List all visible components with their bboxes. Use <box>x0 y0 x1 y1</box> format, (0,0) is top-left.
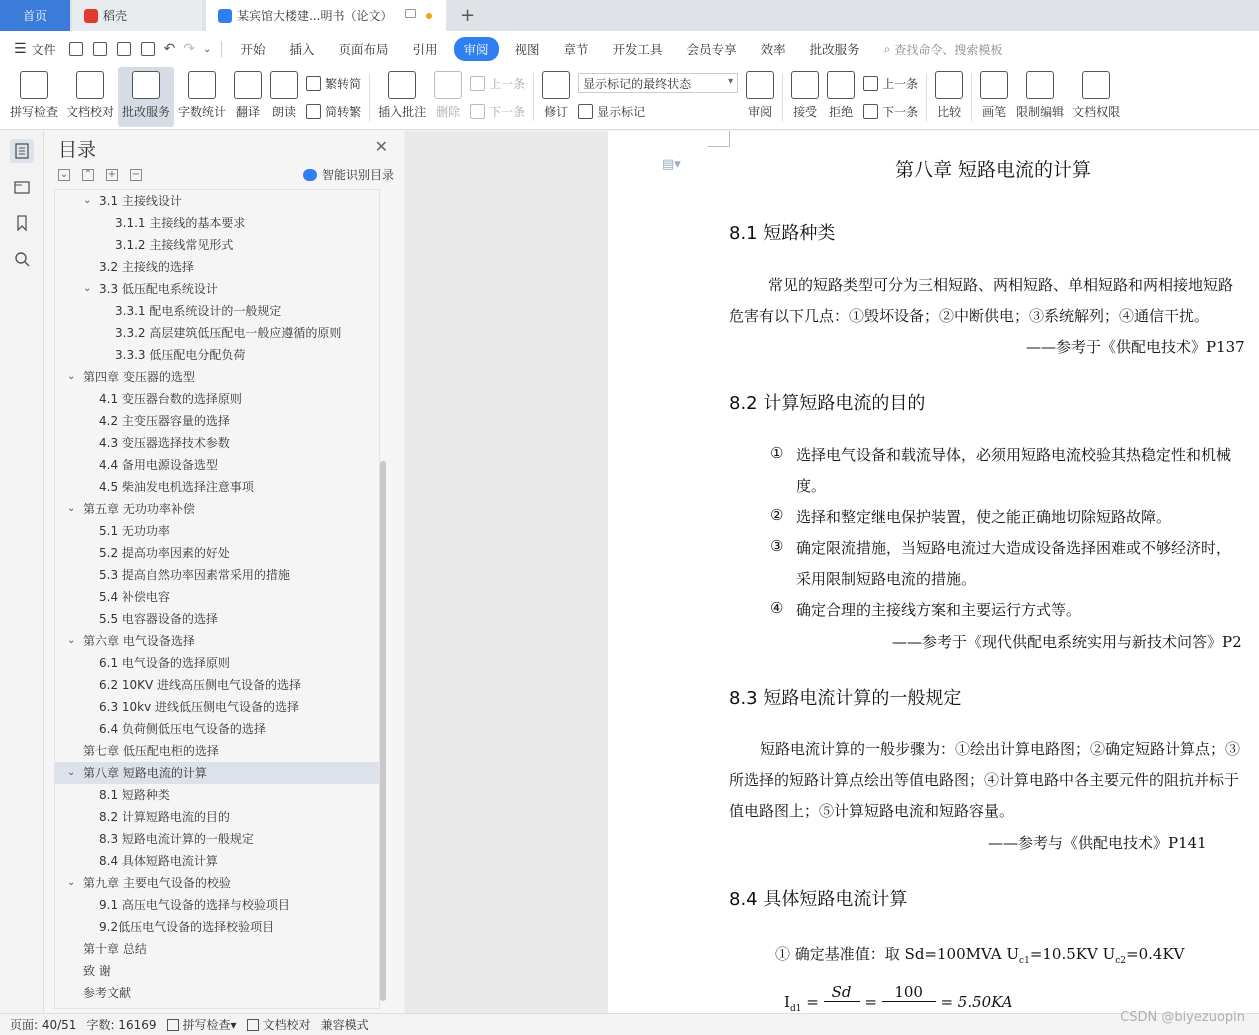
list-number: ③ <box>770 537 784 555</box>
toc-item[interactable] <box>55 256 379 278</box>
toc-item[interactable] <box>55 740 379 762</box>
compare-icon <box>935 71 963 99</box>
toc-item-label: 8.2 计算短路电流的目的 <box>99 810 230 824</box>
toc-item-label: 第五章 无功功率补偿 <box>83 502 195 516</box>
translate-button[interactable] <box>230 67 266 127</box>
document-permission-label: 文档权限 <box>1072 105 1121 119</box>
menu-correction[interactable]: 批改服务 <box>809 42 860 57</box>
menu-view[interactable]: 视图 <box>514 42 540 57</box>
toc-item-label: 9.2低压电气设备的选择校验项目 <box>99 920 275 934</box>
list-item-text: 度。 <box>796 477 827 495</box>
toc-item[interactable] <box>55 388 379 410</box>
document-permission-icon <box>1082 71 1110 99</box>
toc-item[interactable] <box>55 850 379 872</box>
compare-button[interactable] <box>931 67 967 127</box>
watermark: CSDN @biyezuopin <box>1120 1010 1245 1025</box>
tab-daoke[interactable] <box>72 0 202 31</box>
search-icon[interactable] <box>10 247 34 271</box>
toc-item-label: 第十章 总结 <box>83 942 147 956</box>
toc-item[interactable] <box>55 410 379 432</box>
toc-item-label: 6.1 电气设备的选择原则 <box>99 656 230 670</box>
track-changes-icon <box>542 71 570 99</box>
file-menu-label: 文件 <box>31 42 56 57</box>
export-pdf-icon[interactable] <box>93 42 107 56</box>
toc-item-label: 5.4 补偿电容 <box>99 590 170 604</box>
toc-item-label: 3.3.3 低压配电分配负荷 <box>115 348 246 362</box>
translate-label: 翻译 <box>236 105 261 119</box>
status-spell-check[interactable]: 拼写检查 ▾ <box>167 1016 237 1033</box>
prev-comment-label: 上一条 <box>489 76 526 91</box>
list-item-text: 采用限制短路电流的措施。 <box>796 570 977 588</box>
spell-check-label: 拼写检查 <box>10 105 59 119</box>
page-corner-mark <box>708 131 730 147</box>
toc-item[interactable] <box>55 564 379 586</box>
accept-button[interactable] <box>787 67 823 127</box>
toc-item-label: 3.1.1 主接线的基本要求 <box>115 216 246 230</box>
proofread-icon <box>76 71 104 99</box>
insert-comment-label: 插入批注 <box>378 105 427 119</box>
status-bar <box>0 1013 1259 1035</box>
pen-label: 画笔 <box>982 105 1007 119</box>
smart-toc-label: 智能识别目录 <box>321 168 394 182</box>
command-search-placeholder: 查找命令、搜索模板 <box>894 42 1003 57</box>
show-markup-button[interactable] <box>578 101 738 121</box>
review-pane-button[interactable] <box>742 67 778 127</box>
prev-comment-button[interactable] <box>470 73 525 93</box>
reject-label: 拒绝 <box>829 105 854 119</box>
list-number: ④ <box>770 599 784 617</box>
tab-document-label: 某宾馆大楼建...明书（论文） <box>237 9 393 23</box>
next-change-button[interactable] <box>863 101 918 121</box>
toc-item[interactable] <box>55 432 379 454</box>
toc-item-label: 3.1 主接线设计 <box>99 194 182 208</box>
toc-item-label: 4.4 备用电源设备选型 <box>99 458 218 472</box>
menu-bar <box>0 31 1259 67</box>
menu-layout[interactable]: 页面布局 <box>338 42 389 57</box>
base-value-line <box>775 943 1184 966</box>
toc-item[interactable] <box>55 278 379 300</box>
toc-item[interactable] <box>55 542 379 564</box>
quick-access-more-icon[interactable]: ⌄ <box>203 43 212 55</box>
simplified-to-traditional-label: 简转繁 <box>325 104 362 119</box>
toc-item-label: 第八章 短路电流的计算 <box>83 766 207 780</box>
paragraph-text: 所选择的短路计算点绘出等值电路图；④计算电路中各主要元件的阻抗并标于 <box>729 771 1240 789</box>
reject-button[interactable] <box>823 67 859 127</box>
command-search[interactable] <box>884 41 1003 58</box>
toc-item-label: 8.1 短路种类 <box>99 788 170 802</box>
simplified-to-traditional-icon <box>306 104 321 119</box>
toc-item-label: 5.1 无功功率 <box>99 524 170 538</box>
toc-item[interactable] <box>55 696 379 718</box>
close-icon[interactable]: ✕ <box>374 137 388 156</box>
status-proof-label: 文档校对 <box>262 1018 311 1032</box>
next-comment-label: 下一条 <box>489 104 526 119</box>
pen-button[interactable] <box>976 67 1012 127</box>
formula-numerator: 100 <box>882 983 936 1002</box>
toc-list <box>54 189 380 1009</box>
proofread-button[interactable] <box>62 67 118 127</box>
read-aloud-button[interactable] <box>266 67 302 127</box>
tab-bar <box>0 0 1259 31</box>
toc-item[interactable] <box>55 828 379 850</box>
toc-header <box>44 131 404 165</box>
search-icon: ⌕ <box>883 41 891 56</box>
document-page <box>608 131 1259 1013</box>
section-heading-8-4: 8.4 具体短路电流计算 <box>729 889 908 910</box>
save-icon[interactable] <box>69 42 83 56</box>
chevron-down-icon[interactable]: ⌄ <box>67 503 76 514</box>
spell-check-button[interactable] <box>0 67 62 127</box>
toc-item-label: 5.5 电容器设备的选择 <box>99 612 218 626</box>
toc-item[interactable] <box>55 212 379 234</box>
menu-member[interactable]: 会员专享 <box>686 42 737 57</box>
review-ribbon <box>0 67 1259 130</box>
navigation-pane-icon[interactable] <box>10 175 34 199</box>
chevron-down-icon[interactable]: ⌄ <box>67 877 76 888</box>
restrict-edit-button[interactable] <box>1012 67 1068 127</box>
menu-references[interactable]: 引用 <box>412 42 438 57</box>
toc-item[interactable] <box>55 344 379 366</box>
formula-subscript: d1 <box>789 1004 802 1013</box>
page-count[interactable]: 页面: 40/51 <box>10 1018 77 1032</box>
toc-item[interactable] <box>55 586 379 608</box>
ribbon-divider <box>926 73 927 121</box>
tab-home[interactable]: 首页 <box>0 0 70 31</box>
print-preview-icon[interactable] <box>141 42 155 56</box>
toc-item[interactable] <box>55 476 379 498</box>
word-count[interactable]: 字数: 16169 <box>86 1018 157 1032</box>
toc-item-label: 第七章 低压配电柜的选择 <box>83 744 219 758</box>
monitor-icon[interactable] <box>405 9 416 18</box>
toc-item[interactable] <box>55 366 379 388</box>
toc-item[interactable] <box>55 322 379 344</box>
restrict-edit-icon <box>1026 71 1054 99</box>
next-comment-icon <box>470 104 485 119</box>
menu-efficiency[interactable]: 效率 <box>760 42 786 57</box>
review-pane-label: 审阅 <box>748 105 773 119</box>
simplified-to-traditional-button[interactable] <box>306 101 361 121</box>
new-tab-button[interactable]: + <box>460 5 476 26</box>
toc-item-label: 4.3 变压器选择技术参数 <box>99 436 230 450</box>
translate-icon <box>234 71 262 99</box>
insert-comment-icon <box>388 71 416 99</box>
toc-item-label: 4.5 柴油发电机选择注意事项 <box>99 480 254 494</box>
delete-comment-icon <box>434 71 462 99</box>
hamburger-icon: ☰ <box>14 41 27 57</box>
formula: $I_{d1} = Sd = 100 = 5.50KA$ <box>784 983 1013 1013</box>
prev-change-label: 上一条 <box>882 76 919 91</box>
list-item-text: 确定限流措施，当短路电流过大造成设备选择困难或不够经济时， <box>796 539 1232 557</box>
reference-text: ——参考于《供配电技术》P137 <box>1026 338 1245 356</box>
menu-divider <box>221 41 222 57</box>
toc-item-label: 8.4 具体短路电流计算 <box>99 854 218 868</box>
prev-comment-icon <box>470 76 485 91</box>
list-item-text: 确定合理的主接线方案和主要运行方式等。 <box>796 601 1082 619</box>
smart-toc-button[interactable] <box>303 166 394 183</box>
correction-service-button[interactable] <box>118 67 174 127</box>
toc-item[interactable] <box>55 498 379 520</box>
toc-title: 目录 <box>58 138 97 161</box>
accept-label: 接受 <box>793 105 818 119</box>
menu-start[interactable]: 开始 <box>240 42 266 57</box>
traditional-to-simplified-icon <box>306 76 321 91</box>
menu-insert[interactable]: 插入 <box>289 42 315 57</box>
markup-group <box>574 67 742 127</box>
base-value-text: =0.4KV <box>1126 945 1185 963</box>
markup-state-select[interactable]: 显示标记的最终状态 ▾ <box>578 73 738 93</box>
list-number: ② <box>770 506 784 524</box>
file-menu[interactable] <box>0 41 64 58</box>
toc-item[interactable] <box>55 630 379 652</box>
delete-comment-button[interactable] <box>430 67 466 127</box>
paragraph-text: 短路电流计算的一般步骤为：①绘出计算电路图；②确定短路计算点；③ <box>760 740 1241 758</box>
base-value-text: ① 确定基准值：取 Sd=100MVA U <box>775 945 1020 963</box>
toc-toolbar <box>44 165 404 185</box>
left-rail <box>0 131 44 1013</box>
chevron-down-icon[interactable]: ⌄ <box>67 635 76 646</box>
toc-item[interactable] <box>55 784 379 806</box>
paragraph-text: 危害有以下几点：①毁坏设备；②中断供电；③系统解列；④通信干扰。 <box>729 307 1210 325</box>
toc-item-label: 3.3.2 高层建筑低压配电一般应遵循的原则 <box>115 326 342 340</box>
subscript: c1 <box>1019 956 1030 966</box>
status-spell-label: 拼写检查 <box>182 1018 231 1032</box>
toc-item[interactable] <box>55 300 379 322</box>
toc-item-label: 8.3 短路电流计算的一般规定 <box>99 832 254 846</box>
pen-icon <box>980 71 1008 99</box>
toc-item[interactable] <box>55 520 379 542</box>
ai-icon <box>303 169 317 181</box>
read-aloud-icon <box>270 71 298 99</box>
traditional-to-simplified-button[interactable] <box>306 73 361 93</box>
review-pane-icon <box>746 71 774 99</box>
toc-item[interactable] <box>55 234 379 256</box>
show-markup-label: 显示标记 <box>597 104 646 119</box>
toc-item[interactable] <box>55 806 379 828</box>
toc-item[interactable] <box>55 718 379 740</box>
unsaved-dot-icon <box>426 13 432 19</box>
toc-item[interactable] <box>55 674 379 696</box>
toc-item-label: 5.2 提高功率因素的好处 <box>99 546 230 560</box>
word-count-icon <box>188 71 216 99</box>
traditional-to-simplified-label: 繁转简 <box>325 76 362 91</box>
reference-text: ——参考与《供配电技术》P141 <box>988 834 1207 852</box>
ribbon-divider <box>533 73 534 121</box>
toc-item-label: 第四章 变压器的选型 <box>83 370 195 384</box>
track-changes-button[interactable] <box>538 67 574 127</box>
wps-writer-icon <box>218 9 232 23</box>
document-canvas <box>405 131 1259 1013</box>
toc-item[interactable] <box>55 190 379 212</box>
reject-icon <box>827 71 855 99</box>
change-nav-group <box>859 67 922 127</box>
list-item-text: 选择和整定继电保护装置，使之能正确地切除短路故障。 <box>796 508 1172 526</box>
toc-item[interactable] <box>55 916 379 938</box>
add-heading-icon[interactable]: + <box>107 169 117 180</box>
toc-item-label: 9.1 高压电气设备的选择与校验项目 <box>99 898 290 912</box>
next-change-label: 下一条 <box>882 104 919 119</box>
toc-item-label: 3.3 低压配电系统设计 <box>99 282 218 296</box>
section-heading-8-3: 8.3 短路电流计算的一般规定 <box>729 688 962 709</box>
word-count-label: 字数统计 <box>178 105 227 119</box>
toc-item[interactable] <box>55 652 379 674</box>
toc-item-label: 4.2 主变压器容量的选择 <box>99 414 230 428</box>
toc-item[interactable] <box>55 982 379 1004</box>
toc-item[interactable] <box>55 938 379 960</box>
print-icon[interactable] <box>117 42 131 56</box>
read-aloud-label: 朗读 <box>272 105 297 119</box>
next-change-icon <box>863 104 878 119</box>
ribbon-divider <box>782 73 783 121</box>
proofread-status-icon <box>247 1019 259 1031</box>
track-changes-label: 修订 <box>544 105 569 119</box>
correction-service-icon <box>132 71 160 99</box>
toc-panel-icon[interactable] <box>10 139 34 163</box>
document-permission-button[interactable] <box>1068 67 1124 127</box>
paragraph-text: 常见的短路类型可分为三相短路、两相短路、单相短路和两相接地短路 <box>768 276 1234 294</box>
toc-item[interactable] <box>55 960 379 982</box>
section-heading-8-2: 8.2 计算短路电流的目的 <box>729 393 926 414</box>
toc-item-label: 6.4 负荷侧低压电气设备的选择 <box>99 722 266 736</box>
spell-check-icon <box>20 71 48 99</box>
remove-heading-icon[interactable]: − <box>131 169 141 180</box>
toc-item-label: 6.3 10kv 进线低压侧电气设备的选择 <box>99 700 300 714</box>
formula-result: = 5.50KA <box>940 993 1013 1011</box>
ribbon-divider <box>369 73 370 121</box>
base-value-text: =10.5KV U <box>1029 945 1116 963</box>
proofread-label: 文档校对 <box>66 105 115 119</box>
compat-mode: 兼容模式 <box>320 1018 369 1032</box>
toc-item[interactable] <box>55 608 379 630</box>
toc-item[interactable] <box>55 894 379 916</box>
chevron-down-icon[interactable]: ⌄ <box>67 371 76 382</box>
paragraph-text: 值电路图上；⑤计算短路电流和短路容量。 <box>729 802 1015 820</box>
correction-service-label: 批改服务 <box>122 105 171 119</box>
toc-item-label: 4.1 变压器台数的选择原则 <box>99 392 242 406</box>
subscript: c2 <box>1115 956 1127 966</box>
toc-item[interactable] <box>55 454 379 476</box>
list-number: ① <box>770 444 784 462</box>
menu-chapter[interactable]: 章节 <box>563 42 589 57</box>
toc-item-label: 6.2 10KV 进线高压侧电气设备的选择 <box>99 678 302 692</box>
formula-numerator: Sd <box>824 983 860 1002</box>
undo-icon[interactable]: ↶ <box>163 41 176 57</box>
collapse-all-icon[interactable]: ⌄ <box>59 169 69 180</box>
toc-item-label: 参考文献 <box>83 986 132 1000</box>
expand-all-icon[interactable]: ⌃ <box>83 169 93 180</box>
toc-item-label: 3.2 主接线的选择 <box>99 260 194 274</box>
menu-developer[interactable]: 开发工具 <box>612 42 663 57</box>
checkbox-icon <box>167 1019 179 1031</box>
word-count-button[interactable] <box>174 67 230 127</box>
status-proofread[interactable] <box>247 1016 311 1033</box>
toc-item-label: 致 谢 <box>83 964 111 978</box>
menu-review[interactable]: 审阅 <box>454 37 499 61</box>
chevron-down-icon[interactable]: ⌄ <box>67 767 76 778</box>
tab-document[interactable] <box>206 0 446 31</box>
prev-change-button[interactable] <box>863 73 918 93</box>
accept-icon <box>791 71 819 99</box>
comment-nav-group <box>466 67 529 127</box>
section-heading-8-1: 8.1 短路种类 <box>729 223 836 244</box>
delete-comment-label: 删除 <box>436 105 461 119</box>
toc-item[interactable] <box>55 762 379 784</box>
toc-item[interactable] <box>55 872 379 894</box>
chapter-heading: 第八章 短路电流的计算 <box>895 159 1092 181</box>
list-item-text: 选择电气设备和载流导体，必须用短路电流校验其热稳定性和机械 <box>796 446 1232 464</box>
toc-item-label: 3.1.2 主接线常见形式 <box>115 238 234 252</box>
reference-text: ——参考于《现代供配电系统实用与新技术问答》P2 <box>892 633 1242 651</box>
toc-item-label: 3.3.1 配电系统设计的一般规定 <box>115 304 282 318</box>
prev-change-icon <box>863 76 878 91</box>
chevron-down-icon[interactable]: ⌄ <box>83 195 92 206</box>
toc-scrollbar[interactable] <box>380 461 386 1001</box>
bookmark-icon[interactable] <box>10 211 34 235</box>
ribbon-divider <box>971 73 972 121</box>
formula-symbol: I <box>784 993 790 1011</box>
restrict-edit-label: 限制编辑 <box>1016 105 1065 119</box>
compare-label: 比较 <box>937 105 962 119</box>
show-markup-icon <box>578 104 593 119</box>
toc-item-label: 5.3 提高自然功率因素常采用的措施 <box>99 568 290 582</box>
toc-panel <box>44 131 404 1013</box>
next-comment-button[interactable] <box>470 101 525 121</box>
redo-icon[interactable]: ↷ <box>183 41 196 57</box>
daoke-icon <box>84 9 98 23</box>
toc-item-label: 第六章 电气设备选择 <box>83 634 195 648</box>
chevron-down-icon[interactable]: ⌄ <box>83 283 92 294</box>
document-options-icon[interactable]: ▤▾ <box>662 157 681 172</box>
toc-item-label: 第九章 主要电气设备的校验 <box>83 876 231 890</box>
chinese-convert-group <box>302 67 365 127</box>
insert-comment-button[interactable] <box>374 67 430 127</box>
tab-daoke-label: 稻壳 <box>103 9 128 23</box>
